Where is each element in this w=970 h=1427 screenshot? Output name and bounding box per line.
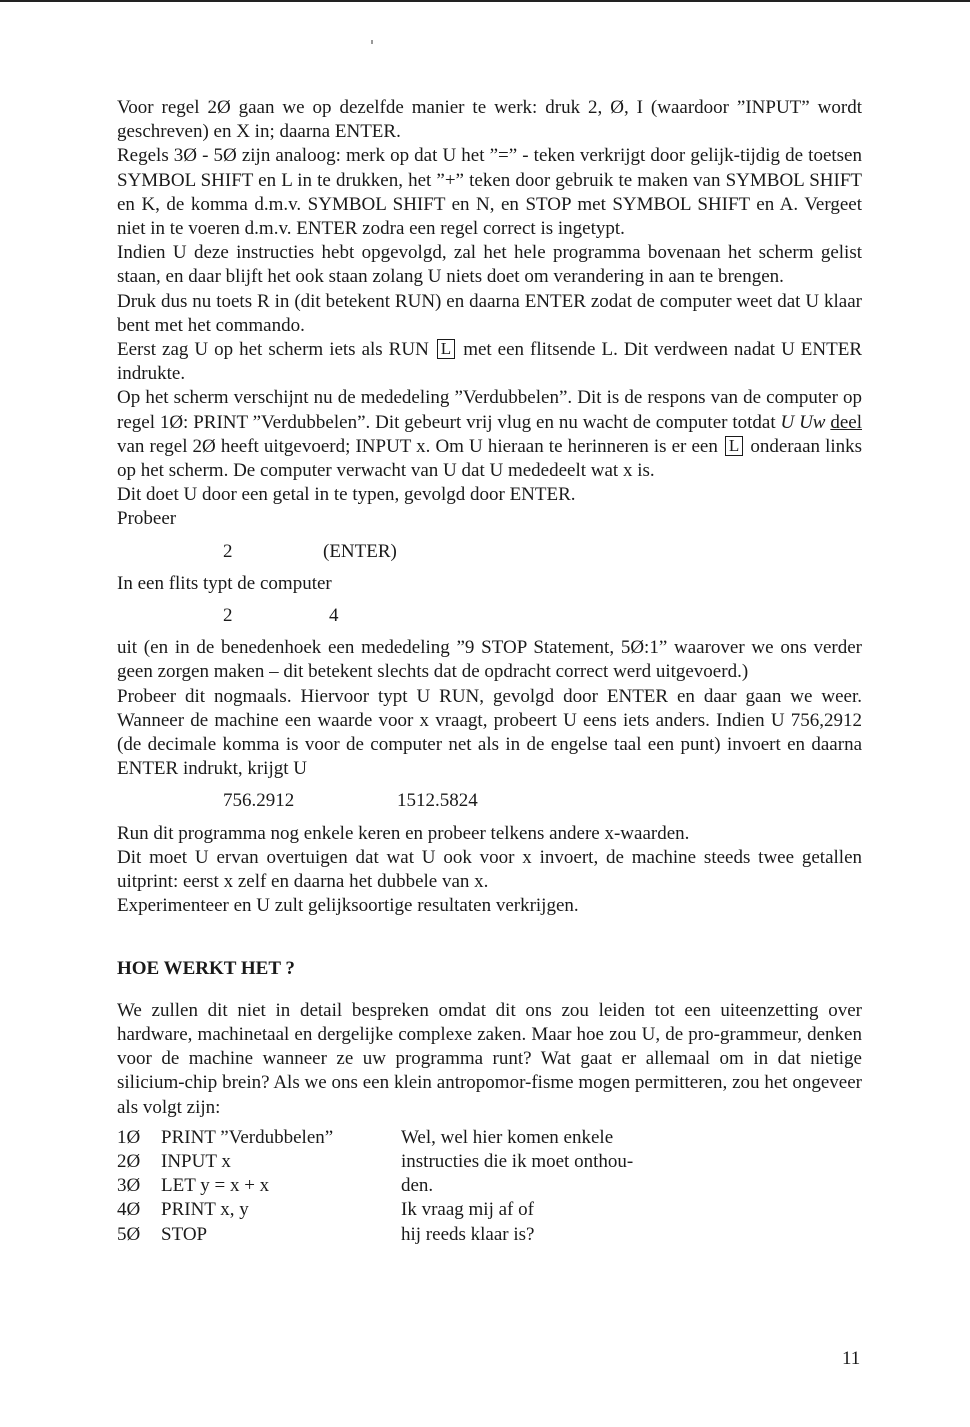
paragraph: Probeer	[117, 508, 177, 530]
struck-text: U Uw	[780, 411, 826, 433]
line-number: 3Ø	[117, 1175, 141, 1197]
page-body	[117, 96, 862, 1247]
example-note: (ENTER)	[323, 540, 397, 562]
code-statement: PRINT ”Verdubbelen”	[161, 1126, 334, 1148]
text-fragment: met een flitsende L. Dit verdween nadat U ENTER indrukte.	[117, 339, 863, 385]
listing-comment: Wel, wel hier komen enkele	[401, 1126, 614, 1148]
listing-comment: hij reeds klaar is?	[401, 1223, 535, 1245]
example-value: 2	[223, 540, 233, 562]
example-output	[117, 604, 862, 628]
example-result: 4	[329, 605, 339, 627]
paragraph: Regels 3Ø - 5Ø zijn analoog: merk op dat U het ”=” - teken verkrijgt door gelijk-tijdig de toetsen SYMBOL SHIFT en L in te drukken, het ”+” teken door gebruik te maken van SYMBOL SHIFT en K, de komma d.m.v. SYMBOL SHIFT en N, en STOP met SYMBOL SHIFT en A. Vergeet niet in te voeren d.m.v. ENTER zodra een regel correct is ingetypt.	[117, 145, 862, 240]
paragraph: Druk dus nu toets R in (dit betekent RUN) en daarna ENTER zodat de computer weet dat U klaar bent met het commando.	[117, 290, 862, 336]
cursor-key-box: L	[725, 436, 743, 456]
top-rule	[0, 0, 970, 2]
example-value: 2	[223, 605, 233, 627]
line-number: 4Ø	[117, 1199, 141, 1221]
listing-comment: instructies die ik moet onthou-	[401, 1150, 634, 1172]
code-statement: LET y = x + x	[161, 1175, 270, 1197]
cursor-key-box: L	[437, 339, 455, 359]
text-fragment: Eerst zag U op het scherm iets als RUN	[117, 339, 429, 361]
page-number: 11	[842, 1348, 861, 1369]
paragraph-verdubbelen	[117, 386, 862, 483]
text-fragment: van regel 2Ø heeft uitgevoerd; INPUT x. Om U hieraan te herinneren is er een	[117, 435, 718, 457]
listing-row	[117, 1126, 862, 1150]
paragraph: Dit moet U ervan overtuigen dat wat U ook voor x invoert, de machine steeds twee getallen uitprint: eerst x zelf en daarna het dubbele van x.	[117, 846, 862, 893]
program-listing	[117, 1126, 862, 1247]
listing-row	[117, 1150, 862, 1174]
paragraph: Experimenteer en U zult gelijksoortige resultaten verkrijgen.	[117, 895, 579, 917]
example-value: 756.2912	[223, 790, 295, 812]
code-statement: INPUT x	[161, 1150, 231, 1172]
listing-comment: den.	[401, 1175, 434, 1197]
line-number: 1Ø	[117, 1126, 141, 1148]
text-fragment: Op het scherm verschijnt nu de mededeling ”Verdubbelen”. Dit is de respons van de computer op regel 1Ø: PRINT ”Verdubbelen”. Dit gebeurt vrij vlug en nu wacht de computer totdat	[117, 387, 862, 433]
text-fragment: onderaan links op het scherm. De computer verwacht van U dat U mededeelt wat x is.	[117, 435, 863, 482]
paragraph: Dit doet U door een getal in te typen, gevolgd door ENTER.	[117, 484, 576, 506]
code-statement: PRINT x, y	[161, 1199, 249, 1221]
listing-comment: Ik vraag mij af of	[401, 1199, 534, 1221]
paragraph-run-cursor	[117, 338, 862, 386]
paragraph: We zullen dit niet in detail bespreken omdat dit ons zou leiden tot een uiteenzetting over hardware, machinetaal en dergelijke complexe zaken. Maar hoe zou U, de pro-grammeur, denken voor de machine wanneer ze uw programma runt? Wat gaat er allemaal om in dat nietige silicium-chip brein? Als we ons een klein antropomor-fisme mogen permitteren, zou het ongeveer als volgt zijn:	[117, 999, 862, 1118]
example-input	[117, 540, 862, 564]
paragraph: Probeer dit nogmaals. Hiervoor typt U RUN, gevolgd door ENTER en daar gaan we weer. Wanneer de machine een waarde voor x vraagt, probeert U eens iets anders. Indien U 756,2912 (de decimale komma is voor de computer net als in de engelse taal een punt) invoert en daarna ENTER indrukt, krijgt U	[117, 685, 862, 780]
example-output	[117, 789, 862, 813]
paragraph: Voor regel 2Ø gaan we op dezelfde manier te werk: druk 2, Ø, I (waardoor ”INPUT” wordt geschreven) en X in; daarna ENTER.	[117, 97, 862, 143]
underlined-text: deel	[830, 411, 863, 433]
line-number: 5Ø	[117, 1223, 141, 1245]
line-number: 2Ø	[117, 1150, 141, 1172]
code-statement: STOP	[161, 1223, 208, 1245]
listing-row	[117, 1198, 862, 1222]
paragraph: In een flits typt de computer	[117, 572, 332, 594]
paragraph: uit (en in de benedenhoek een mededeling ”9 STOP Statement, 5Ø:1” waarover we ons verder geen zorgen maken – dit betekent slechts dat de opdracht correct werd uitgevoerd.)	[117, 637, 862, 683]
listing-row	[117, 1174, 862, 1198]
listing-row	[117, 1223, 862, 1247]
paragraph: Indien U deze instructies hebt opgevolgd, zal het hele programma bovenaan het scherm gelist staan, en daar blijft het ook staan zolang U niets doet om verandering in aan te brengen.	[117, 242, 862, 288]
scan-mark	[371, 40, 373, 44]
example-result: 1512.5824	[397, 790, 478, 812]
section-heading: HOE WERKT HET ?	[117, 957, 295, 979]
paragraph: Run dit programma nog enkele keren en probeer telkens andere x-waarden.	[117, 822, 690, 844]
